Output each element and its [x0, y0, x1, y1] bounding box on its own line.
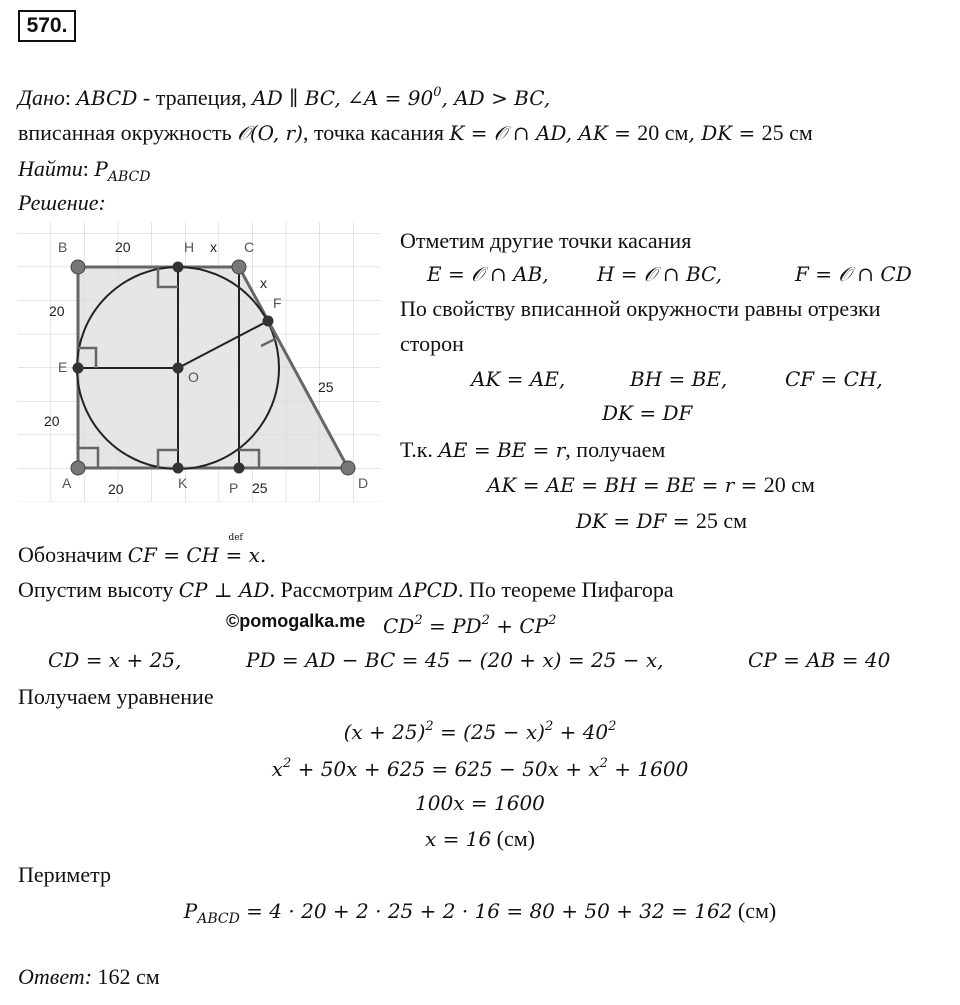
length-be: 20 — [49, 303, 65, 319]
length-cf: x — [260, 275, 267, 291]
eq-bh-be: BH = BE, — [630, 367, 728, 391]
equation-intro: Получаем уравнение — [18, 684, 214, 709]
label-A: A — [62, 475, 72, 491]
given-label: Дано — [18, 85, 65, 110]
property-text: По свойству вписанной окружности равны отрезки — [400, 296, 881, 321]
cp-expr: CP = AB = 40 — [748, 648, 891, 672]
equation-1: $(x + 25)^2 = (25 - x)^2 + 40^2$ — [343, 719, 617, 744]
eq-cf-ch: CF = CH, — [785, 367, 883, 391]
tangent-F: F = 𝒪 ∩ CD — [795, 262, 912, 286]
tangent-H: H = 𝒪 ∩ BC, — [597, 262, 723, 286]
label-P: P — [229, 480, 239, 496]
tangent-E: E = 𝒪 ∩ AB, — [427, 262, 549, 286]
equation-2: $x^2 + 50x + 625 = 625 - 50x + x^2 + 1600$ — [271, 756, 689, 781]
length-ak: 20 — [108, 481, 124, 497]
answer-line — [18, 966, 160, 988]
given-line-2: вписанная окружность 𝒪(O, r), точка касания K = 𝒪 ∩ AD, AK = 20 см, DK = 25 см — [18, 120, 813, 145]
label-H: H — [184, 239, 195, 255]
length-fd: 25 — [318, 379, 334, 395]
label-F: F — [273, 295, 282, 311]
label-E: E — [58, 359, 68, 375]
given-line-1: Дано: ABCD - трапеция, AD ∥ BC, ∠A = $90^0$, AD > BC, — [18, 85, 551, 110]
problem-number: 570. — [18, 10, 76, 42]
length-bh: 20 — [115, 239, 131, 255]
result-r: AK = AE = BH = BE = r = 20 см — [487, 472, 815, 497]
trapezoid-diagram — [18, 222, 380, 502]
perimeter-label: Периметр — [18, 862, 111, 887]
eq-dk-df: DK = DF — [602, 401, 693, 425]
length-pd: 25 — [252, 480, 268, 496]
label-K: K — [178, 475, 188, 491]
since-line: Т.к. AE = BE = r, получаем — [400, 437, 666, 462]
pythagoras-eq: $CD^2 = PD^2 + CP^2$ — [383, 613, 557, 638]
answer-label: Ответ: — [18, 964, 93, 989]
pd-expr: PD = AD − BC = 45 − (20 + x) = 25 − x, — [246, 648, 664, 672]
height-line: Опустим высоту CP ⊥ AD. Рассмотрим ΔPCD. По теореме Пифагора — [18, 577, 674, 602]
denote-line: Обозначим CF = CH def = x. — [18, 533, 267, 567]
answer-value: 162 см — [92, 964, 160, 989]
label-B: B — [58, 239, 68, 255]
label-C: C — [244, 239, 255, 255]
tangent-intro: Отметим другие точки касания — [400, 228, 692, 253]
label-D: D — [358, 475, 369, 491]
eq-ak-ae: AK = AE, — [471, 367, 566, 391]
equation-3: 100x = 1600 — [415, 791, 545, 815]
length-ea: 20 — [44, 413, 60, 429]
solution-label: Решение: — [18, 190, 106, 215]
find-line: Найти: $P_{ABCD}$ — [18, 156, 151, 185]
equation-4: x = 16 (см) — [424, 826, 536, 851]
result-dk: DK = DF = 25 см — [576, 508, 748, 533]
watermark: ©pomogalka.me — [226, 611, 366, 631]
property-text-2: сторон — [400, 331, 464, 356]
perimeter-eq: $P_{ABCD} = 4 \cdot 20 + 2 \cdot 25 + 2 \cdot 16 = 80 + 50 + 32 = 162$ (см) — [183, 898, 777, 927]
cd-expr: CD = x + 25, — [48, 648, 182, 672]
label-O: O — [188, 369, 199, 385]
length-hc: x — [210, 239, 217, 255]
